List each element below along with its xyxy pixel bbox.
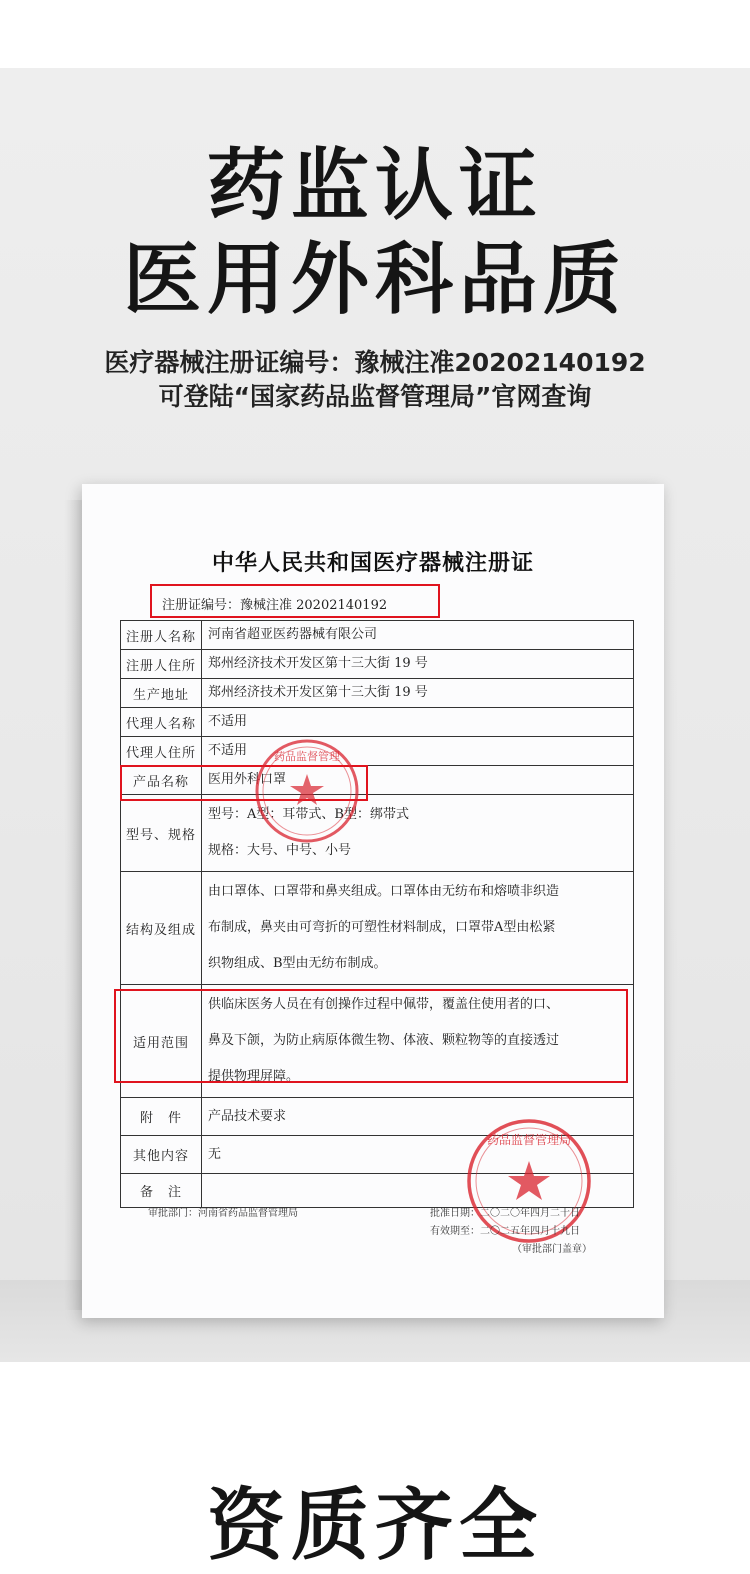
table-row xyxy=(121,621,634,650)
row-value-line: 织物组成、B型由无纺布制成。 xyxy=(208,956,387,971)
row-label: 产品名称 xyxy=(121,766,202,795)
row-value: 郑州经济技术开发区第十三大街 19 号 xyxy=(202,650,634,679)
row-label: 结构及组成 xyxy=(121,872,202,985)
table-row xyxy=(121,737,634,766)
row-label: 注册人名称 xyxy=(121,621,202,650)
valid-until: 有效期至：二〇二五年四月十九日 xyxy=(430,1226,580,1237)
row-value-line: 鼻及下颌，为防止病原体微生物、体液、颗粒物等的直接透过 xyxy=(208,1033,560,1048)
row-value: 郑州经济技术开发区第十三大街 19 号 xyxy=(202,679,634,708)
row-value: 河南省超亚医药器械有限公司 xyxy=(202,621,634,650)
row-value xyxy=(202,872,634,985)
subtitle-line1: 医疗器械注册证编号：豫械注准20202140192 xyxy=(104,348,646,377)
row-value: 产品技术要求 xyxy=(202,1098,634,1136)
registration-number-highlight xyxy=(150,584,440,618)
row-label: 型号、规格 xyxy=(121,795,202,872)
row-label: 备 注 xyxy=(121,1174,202,1208)
row-value-line: 提供物理屏障。 xyxy=(208,1069,300,1084)
row-label: 附 件 xyxy=(121,1098,202,1136)
table-row xyxy=(121,679,634,708)
row-value: 无 xyxy=(202,1136,634,1174)
headline-line2: 医用外科品质 xyxy=(122,235,627,325)
official-seal-icon xyxy=(252,736,362,846)
row-value: 不适用 xyxy=(202,737,634,766)
approval-date: 批准日期：二〇二〇年四月二十日 xyxy=(430,1208,580,1219)
table-row xyxy=(121,872,634,985)
svg-text:药品监督管理: 药品监督管理 xyxy=(274,750,340,763)
row-value-line: 型号：A型：耳带式、B型：绑带式 xyxy=(208,807,409,822)
svg-text:药品监督管理局: 药品监督管理局 xyxy=(486,1133,572,1147)
row-value-line: 布制成，鼻夹由可弯折的可塑性材料制成，口罩带A型由松紧 xyxy=(208,920,556,935)
row-label: 适用范围 xyxy=(121,985,202,1098)
row-label: 代理人住所 xyxy=(121,737,202,766)
row-value-line: 供临床医务人员在有创操作过程中佩带，覆盖住使用者的口、 xyxy=(208,997,560,1012)
registration-number: 注册证编号：豫械注准 20202140192 xyxy=(162,598,388,613)
table-row xyxy=(121,795,634,872)
row-value-line: 由口罩体、口罩带和鼻夹组成。口罩体由无纺布和熔喷非织造 xyxy=(208,884,560,899)
certificate-title: 中华人民共和国医疗器械注册证 xyxy=(211,550,534,576)
row-value: 不适用 xyxy=(202,708,634,737)
row-value-line: 规格：大号、中号、小号 xyxy=(208,843,352,858)
table-row xyxy=(121,650,634,679)
row-label: 代理人名称 xyxy=(121,708,202,737)
row-label: 生产地址 xyxy=(121,679,202,708)
scope-highlight xyxy=(114,989,628,1083)
seal-note: （审批部门盖章） xyxy=(512,1244,592,1255)
headline-line1: 药监认证 xyxy=(206,141,543,231)
subtitle-line2: 可登陆“国家药品监督管理局”官网查询 xyxy=(158,382,592,411)
next-section-heading: 资质齐全 xyxy=(206,1481,543,1571)
row-label: 注册人住所 xyxy=(121,650,202,679)
approval-department: 审批部门：河南省药品监督管理局 xyxy=(148,1208,298,1219)
table-row xyxy=(121,708,634,737)
row-label: 其他内容 xyxy=(121,1136,202,1174)
certificate-document xyxy=(82,484,664,1318)
row-value: 医用外科口罩 xyxy=(202,766,634,795)
